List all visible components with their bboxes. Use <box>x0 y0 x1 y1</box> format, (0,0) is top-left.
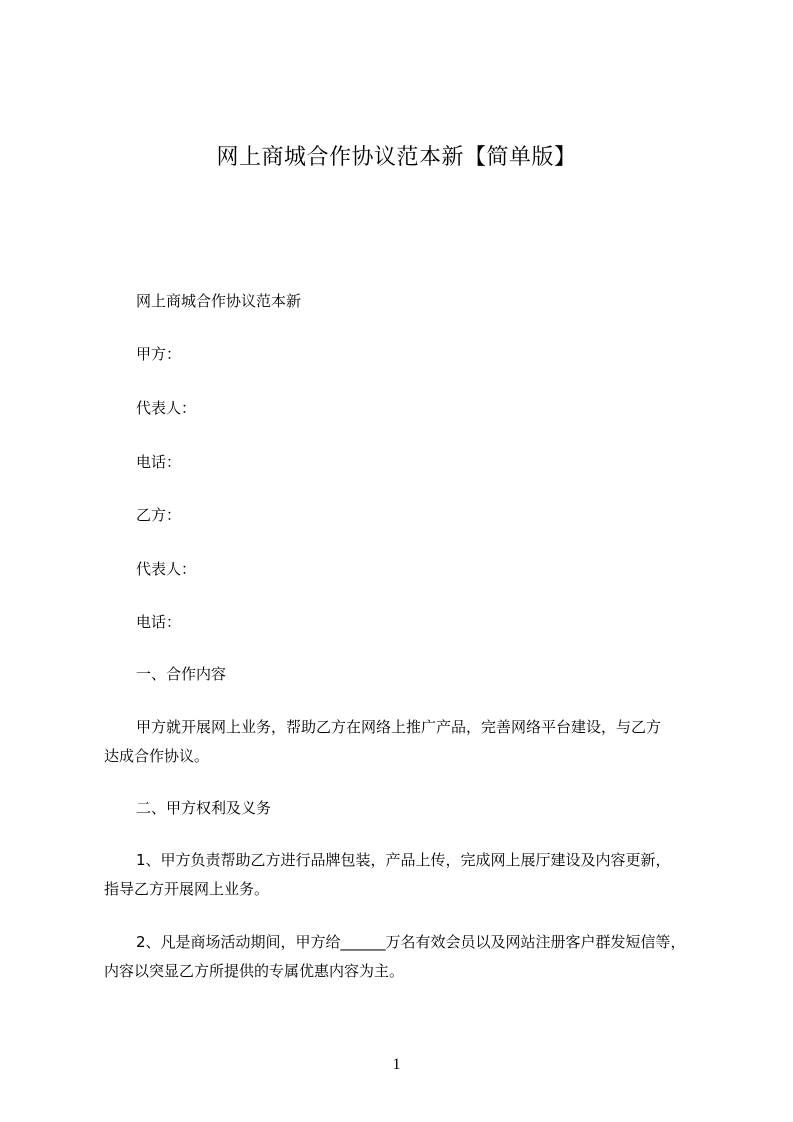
clause-1-paragraph <box>104 846 704 904</box>
party-a-label: 甲方： <box>136 345 182 363</box>
clause-2-line-2: 内容以突显乙方所提供的专属优惠内容为主。 <box>104 962 405 980</box>
section-2-heading: 二、甲方权利及义务 <box>136 799 272 817</box>
document-subtitle: 网上商城合作协议范本新 <box>136 292 302 310</box>
document-title: 网上商城合作协议范本新【简单版】 <box>216 145 577 170</box>
clause-2-line-1: 2、凡是商场活动期间，甲方给______万名有效会员以及网站注册客户群发短信等， <box>136 933 686 951</box>
section-1-paragraph-line-1: 甲方就开展网上业务，帮助乙方在网络上推广产品，完善网络平台建设，与乙方 <box>136 718 662 736</box>
section-1-paragraph <box>104 713 704 771</box>
party-b-representative-label: 代表人： <box>136 560 197 578</box>
clause-2-paragraph <box>104 928 704 986</box>
party-b-label: 乙方： <box>136 506 182 524</box>
section-1-heading: 一、合作内容 <box>136 665 227 683</box>
clause-1-line-1: 1、甲方负责帮助乙方进行品牌包装，产品上传，完成网上展厅建设及内容更新， <box>136 851 671 869</box>
party-a-phone-label: 电话： <box>136 453 182 471</box>
page-number: 1 <box>392 1056 401 1073</box>
party-b-phone-label: 电话： <box>136 613 182 631</box>
party-a-representative-label: 代表人： <box>136 399 197 417</box>
section-1-paragraph-line-2: 达成合作协议。 <box>104 747 210 765</box>
clause-1-line-2: 指导乙方开展网上业务。 <box>104 880 270 898</box>
